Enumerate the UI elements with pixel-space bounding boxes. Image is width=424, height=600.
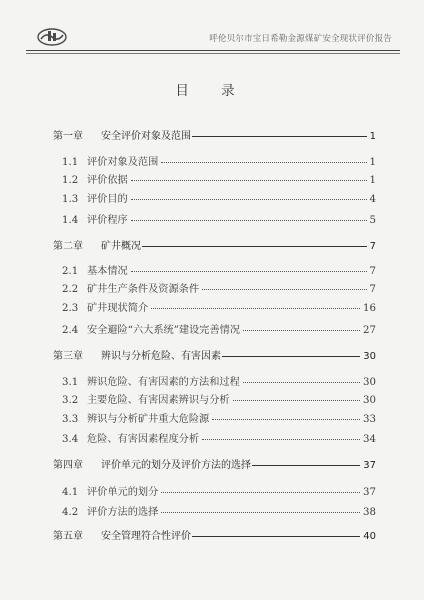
toc-entry-label: 辨识与分析矿井重大危险源 [87,414,210,425]
toc-leader-dots [243,382,360,383]
toc-page-number: 16 [363,303,376,314]
toc-entry-label: 评价对象及范围 [87,157,159,168]
toc-entry-number: 2.1 [62,266,79,277]
toc-entry-number: 3.3 [62,414,79,425]
toc-entry-label: 安全管理符合性评价 [101,531,191,542]
toc-page-number: 1 [369,131,376,142]
toc-entry-label: 基本情况 [87,266,128,277]
page-header [26,28,400,50]
toc-leader-dots [222,356,360,357]
toc-leader-dots [202,439,360,440]
toc-page-number: 40 [363,531,376,542]
toc-entry-label: 辨识危险、有害因素的方法和过程 [87,377,240,388]
toc-entry-number: 第五章 [53,531,83,542]
toc-section-entry[interactable] [62,503,376,518]
toc-entry-number: 4.2 [62,507,79,518]
toc-entry-number: 3.4 [62,434,79,445]
toc-section-entry[interactable] [62,373,376,388]
toc-leader-dots [131,220,367,221]
toc-page-number: 4 [369,194,376,205]
toc-entry-number: 1.3 [62,194,79,205]
toc-entry-number: 4.1 [62,487,79,498]
toc-leader-dots [142,246,367,247]
toc-section-entry[interactable] [62,391,376,406]
toc-entry-label: 安全评价对象及范围 [101,131,191,142]
toc-leader-dots [233,400,360,401]
toc-entry-number: 3.1 [62,377,79,388]
toc-page-number: 1 [369,175,376,186]
toc-entry-label: 评价单元的划分及评价方法的选择 [101,460,251,471]
toc-entry-number: 第四章 [53,460,83,471]
toc-leader-dots [243,330,360,331]
toc-page-number: 7 [369,284,376,295]
toc-leader-dots [131,199,367,200]
toc-entry-label: 评价目的 [87,194,128,205]
toc-section-entry[interactable] [62,153,376,168]
toc-page-number: 30 [363,377,376,388]
toc-entry-label: 评价单元的划分 [87,487,159,498]
toc-leader-dots [252,465,360,466]
toc-entry-label: 安全避险“六大系统”建设完善情况 [87,325,241,336]
toc-chapter-entry[interactable] [53,347,376,362]
toc-page-number: 5 [369,215,376,226]
toc-entry-number: 1.1 [62,157,79,168]
toc-entry-number: 第三章 [53,351,83,362]
toc-entry-label: 矿井现状简介 [87,303,149,314]
toc-entry-label: 评价程序 [87,215,128,226]
header-rule [26,50,400,54]
toc-section-entry[interactable] [62,299,376,314]
toc-leader-dots [192,136,367,137]
toc-section-entry[interactable] [62,211,376,226]
toc-entry-number: 第一章 [53,131,83,142]
header-title: 呼伦贝尔市宝日希勒金源煤矿安全现状评价报告 [209,34,392,44]
toc-section-entry[interactable] [62,190,376,205]
toc-page-number: 38 [363,507,376,518]
toc-leader-dots [131,180,367,181]
toc-leader-dots [202,289,366,290]
toc-section-entry[interactable] [62,410,376,425]
toc-chapter-entry[interactable] [53,527,376,542]
toc-title: 目 录 [175,83,249,99]
toc-page-number: 37 [363,487,376,498]
toc-entry-number: 2.4 [62,325,79,336]
toc-page-number: 1 [369,157,376,168]
toc-leader-dots [161,162,366,163]
toc-chapter-entry[interactable] [53,127,376,142]
toc-entry-number: 2.3 [62,303,79,314]
toc-entry-label: 危险、有害因素程度分析 [87,434,200,445]
toc-section-entry[interactable] [62,483,376,498]
toc-page-number: 37 [363,460,376,471]
company-logo-icon [36,26,68,48]
toc-leader-dots [161,492,360,493]
toc-entry-label: 辨识与分析危险、有害因素 [101,351,221,362]
toc-leader-dots [161,512,360,513]
toc-page-number: 34 [363,434,376,445]
toc-entry-label: 评价方法的选择 [87,507,159,518]
toc-entry-number: 第二章 [53,241,83,252]
toc-page-number: 30 [363,395,376,406]
toc-entry-label: 矿井生产条件及资源条件 [87,284,200,295]
toc-entry-label: 主要危险、有害因素辨识与分析 [87,395,230,406]
toc-leader-dots [131,271,367,272]
toc-page-number: 7 [369,266,376,277]
toc-leader-dots [212,419,360,420]
toc-chapter-entry[interactable] [53,456,376,471]
toc-page-number: 33 [363,414,376,425]
toc-entry-number: 3.2 [62,395,79,406]
toc-leader-dots [151,308,360,309]
toc-entry-label: 矿井概况 [101,241,141,252]
toc-section-entry[interactable] [62,262,376,277]
toc-entry-number: 1.2 [62,175,79,186]
toc-section-entry[interactable] [62,171,376,186]
toc-section-entry[interactable] [62,280,376,295]
toc-section-entry[interactable] [62,430,376,445]
toc-entry-number: 1.4 [62,215,79,226]
toc-page-number: 30 [363,351,376,362]
toc-chapter-entry[interactable] [53,237,376,252]
toc-section-entry[interactable] [62,321,376,336]
toc-leader-dots [192,536,360,537]
toc-entry-number: 2.2 [62,284,79,295]
toc-page-number: 27 [363,325,376,336]
toc-entry-label: 评价依据 [87,175,128,186]
toc-page-number: 7 [369,241,376,252]
